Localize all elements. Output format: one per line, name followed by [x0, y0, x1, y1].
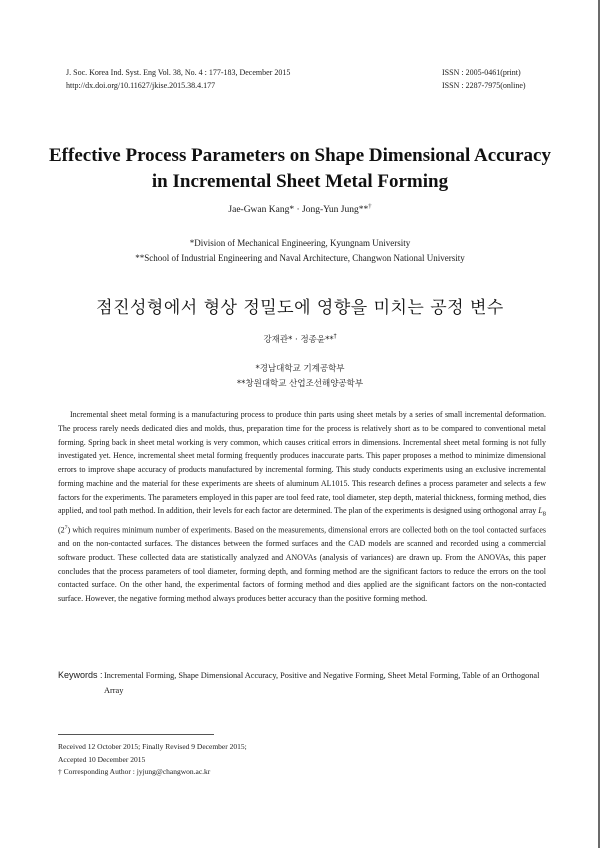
array-symbol: L: [538, 506, 543, 516]
authors-en: [0, 203, 600, 215]
doi-link[interactable]: http://dx.doi.org/10.11627/jkise.2015.38.4.177: [66, 81, 216, 90]
affiliation-en-2: **School of Industrial Engineering and Naval Architecture, Changwon National University: [135, 253, 465, 263]
abstract-part-2: which requires minimum number of experiments. Based on the measurements, dimensional errors are collected both on the tool contacted surfaces and on the non-contacted surfaces. The distances between the formed surfaces and the CAD models are scanned and recorded using a commercial software product. These collected data are statistically analyzed and ANOVAs (analysis of variances) are drawn up. From the ANOVAs, this paper concludes that the process parameters of tool diameter, forming depth, and forming method are the significant factors to reduce the errors on the tool contacted surface. On the other hand, the experimental factors of forming method and dies applied are the significant factors on the non-contacted surface. However, the negative forming method always produces better accuracy than the positive forming method.: [58, 525, 546, 603]
paper-title-ko: 점진성형에서 형상 정밀도에 영향을 미치는 공정 변수: [96, 298, 504, 318]
journal-citation: J. Soc. Korea Ind. Syst. Eng Vol. 38, No. 4 : 177-183, December 2015: [66, 68, 291, 77]
keywords-label: Keywords :: [58, 670, 103, 680]
issn-online: ISSN : 2287-7975(online): [442, 81, 526, 90]
accepted-date: Accepted 10 December 2015: [58, 754, 146, 764]
corresponding-mark: †: [58, 767, 62, 776]
affiliations-ko: [0, 362, 600, 392]
array-exponent: 7: [64, 524, 68, 531]
footnote-divider: [58, 734, 214, 735]
array-base: (2: [58, 525, 65, 535]
corresponding-email[interactable]: Corresponding Author : jyjung@changwon.ac.kr: [61, 767, 211, 776]
abstract-part-1: Incremental sheet metal forming is a manufacturing process to produce thin parts using sheet metals by a series of small incremental deformation. The process rarely needs dedicated dies and molds, thus, preparation time for the process is relatively short as to be compared to conventional metal forming. Spring back in sheet metal working is very common, which causes critical errors in dimensions. Incremental sheet metal forming is not fully investigated yet. Hence, incremental sheet metal forming frequently produces inaccurate parts. This paper proposes a method to minimize dimensional errors to improve shape accuracy of products manufactured by incremental forming. This study conducts experiments using an exclusive incremental forming machine and the material for these experiments are sheets of aluminum AL1015. This research defines a process parameter and selects a few factors for the experiments. The parameters employed in this paper are tool feed rate, tool diameter, step depth, material thickness, forming method, dies applied, and tool path method. In addition, their levels for each factor are determined. The plan of the experiments is designed using orthogonal array: [58, 410, 546, 516]
header-right: [442, 66, 546, 92]
array-close: ): [67, 525, 71, 535]
array-subscript: 8: [542, 510, 546, 518]
authors-ko: [0, 333, 600, 345]
author-names-ko: 강재관* · 정종윤**: [263, 335, 334, 345]
affiliation-en-1: *Division of Mechanical Engineering, Kyungnam University: [189, 238, 411, 248]
author-names-en: Jae-Gwan Kang* · Jong-Yun Jung**: [228, 205, 369, 216]
abstract: [58, 408, 546, 606]
affiliation-ko-2: **창원대학교 산업조선해양공학부: [236, 379, 364, 389]
received-date: Received 12 October 2015; Finally Revised 9 December 2015;: [58, 742, 247, 751]
issn-print: ISSN : 2005-0461(print): [442, 68, 521, 77]
corresponding-mark-en: †: [368, 203, 372, 210]
affiliation-ko-1: *경남대학교 기계공학부: [255, 364, 345, 374]
affiliations-en: [0, 236, 600, 266]
corresponding-mark-ko: †: [333, 333, 337, 341]
footnotes: [58, 741, 247, 779]
title-line-2: in Incremental Sheet Metal Forming: [151, 171, 449, 192]
corresponding-author: [58, 766, 247, 779]
title-line-1: Effective Process Parameters on Shape Dimensional Accuracy: [49, 145, 551, 166]
header-left: [66, 66, 290, 92]
keywords-text: Incremental Forming, Shape Dimensional Accuracy, Positive and Negative Forming, Sheet Metal Forming, Table of an Orthogonal Array: [104, 671, 540, 695]
paper-title-en: [40, 143, 560, 195]
